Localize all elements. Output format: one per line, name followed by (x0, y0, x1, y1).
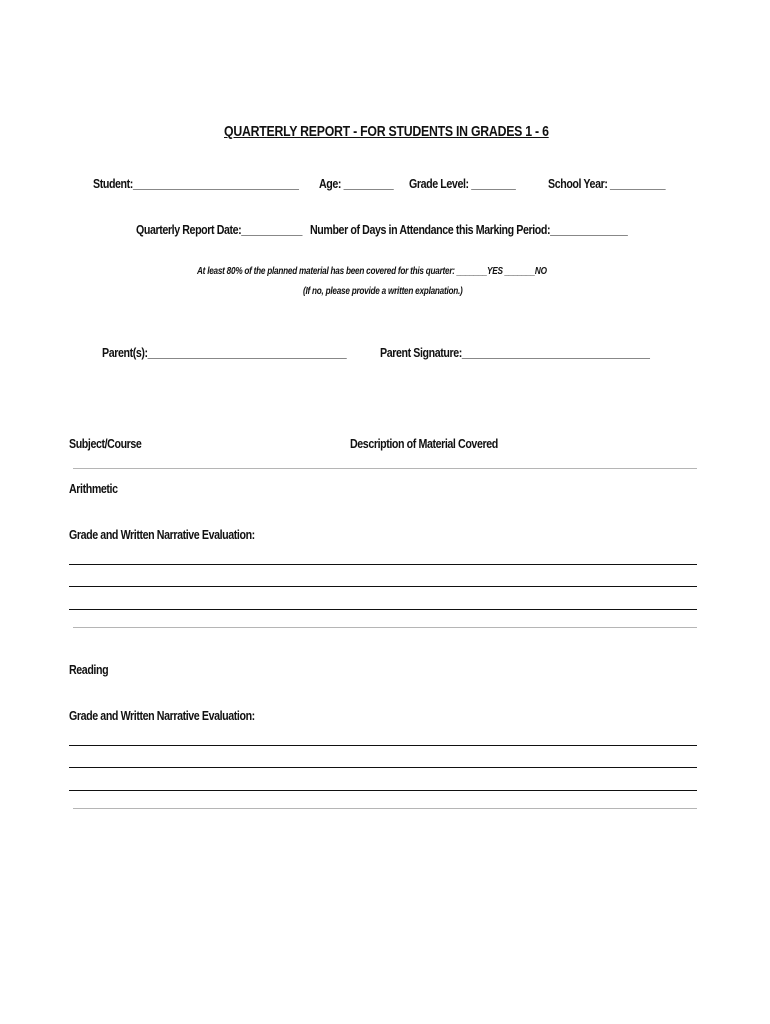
subject-column-header: Subject/Course (69, 436, 142, 451)
description-column-header: Description of Material Covered (350, 436, 498, 451)
coverage-statement[interactable]: At least 80% of the planned material has been covered for this quarter: _______YES _______NO (197, 266, 547, 277)
parents-field[interactable]: Parent(s):____________________________________ (102, 345, 347, 360)
subject-reading: Reading (69, 662, 109, 677)
reading-writing-line[interactable] (69, 767, 697, 768)
section-divider (73, 627, 697, 628)
age-field[interactable]: Age: _________ (319, 176, 394, 191)
reading-writing-line[interactable] (69, 790, 697, 791)
reading-evaluation-label: Grade and Written Narrative Evaluation: (69, 708, 255, 723)
report-date-field[interactable]: Quarterly Report Date:___________ (136, 222, 303, 237)
student-field[interactable]: Student:______________________________ (93, 176, 299, 191)
attendance-days-field[interactable]: Number of Days in Attendance this Marking Period:______________ (310, 222, 628, 237)
arithmetic-writing-line[interactable] (69, 609, 697, 610)
coverage-note: (If no, please provide a written explanation.) (303, 286, 463, 297)
section-divider (73, 808, 697, 809)
arithmetic-writing-line[interactable] (69, 564, 697, 565)
header-divider (73, 468, 697, 469)
school-year-field[interactable]: School Year: __________ (548, 176, 666, 191)
arithmetic-evaluation-label: Grade and Written Narrative Evaluation: (69, 527, 255, 542)
grade-level-field[interactable]: Grade Level: ________ (409, 176, 516, 191)
arithmetic-writing-line[interactable] (69, 586, 697, 587)
reading-writing-line[interactable] (69, 745, 697, 746)
subject-arithmetic: Arithmetic (69, 481, 118, 496)
parent-signature-field[interactable]: Parent Signature:__________________________________ (380, 345, 650, 360)
form-title: QUARTERLY REPORT - FOR STUDENTS IN GRADES 1 - 6 (224, 123, 549, 140)
